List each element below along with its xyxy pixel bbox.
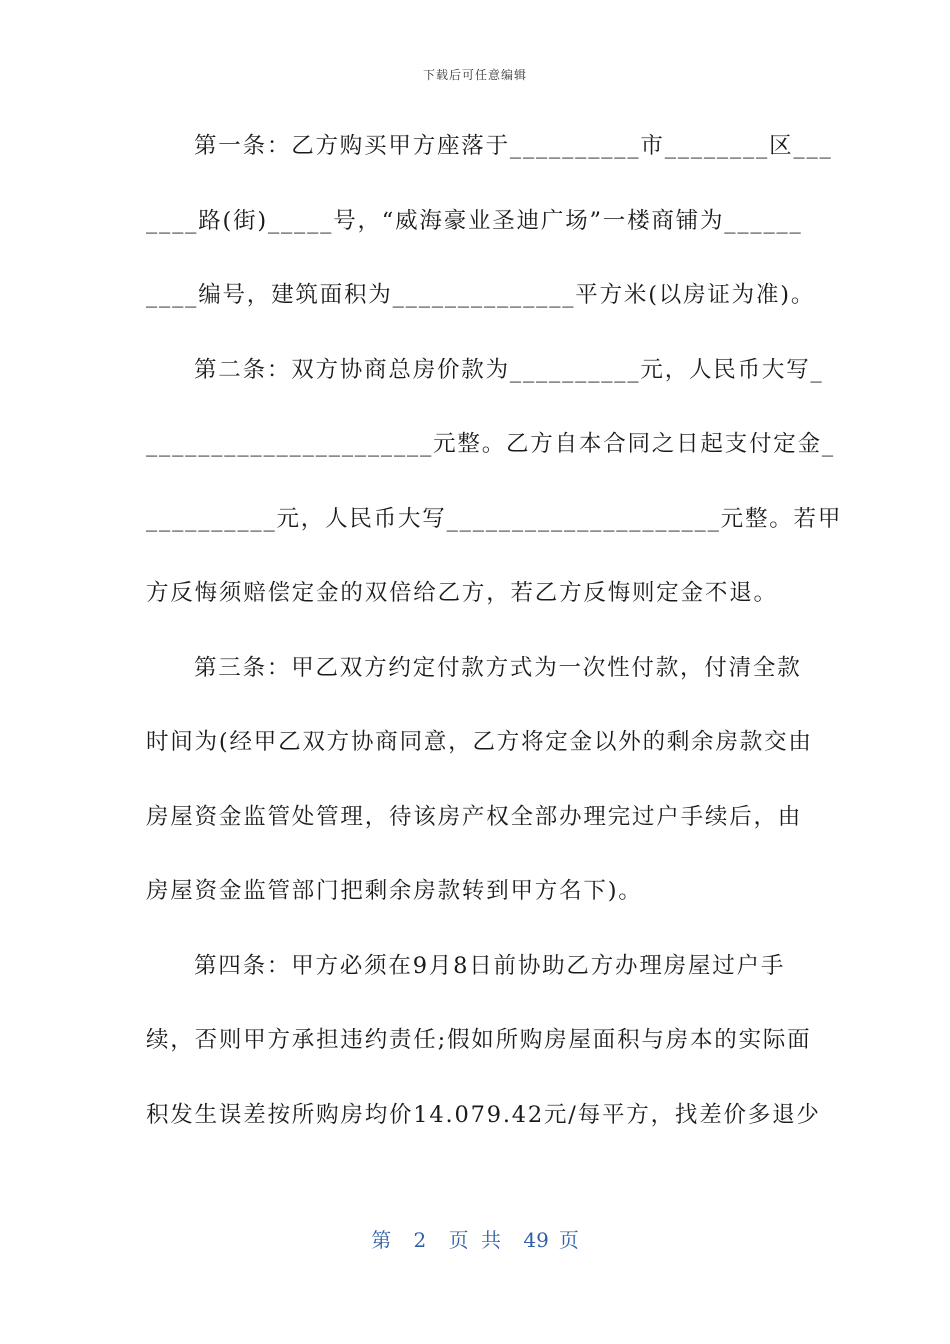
text-line-6: __________元，人民币大写_____________________元整。若甲 [146, 505, 843, 532]
document-body [146, 124, 843, 1167]
page-number: 2 [413, 1228, 427, 1252]
page-mid: 页 共 [448, 1228, 501, 1252]
text-line-11: 房屋资金监管部门把剩余房款转到甲方名下)。 [146, 878, 643, 904]
page-footer [0, 1224, 950, 1253]
text-line-8: 第三条：甲乙双方约定付款方式为一次性付款，付清全款 [194, 654, 802, 681]
text-line-3: ____编号，建筑面积为______________平方米(以房证为准)。 [146, 282, 816, 308]
text-line-4: 第二条：双方协商总房价款为__________元，人民币大写_ [194, 356, 824, 383]
text-line-5: ______________________元整。乙方自本合同之日起支付定金_ [146, 431, 835, 457]
page-suffix: 页 [558, 1228, 579, 1252]
text-line-10: 房屋资金监管处管理，待该房产权全部办理完过户手续后，由 [146, 803, 803, 830]
text-line-2: ____路(街)_____号，“威海豪业圣迪广场”一楼商铺为______ [146, 207, 803, 234]
text-line-7: 方反悔须赔偿定金的双倍给乙方，若乙方反悔则定金不退。 [146, 580, 778, 606]
text-line-12: 第四条：甲方必须在9月8日前协助乙方办理房屋过户手 [194, 952, 786, 979]
text-line-1: 第一条：乙方购买甲方座落于__________市________区___ [194, 133, 833, 159]
page-prefix: 第 [371, 1228, 392, 1252]
header-note: 下载后可任意编辑 [422, 68, 527, 82]
text-line-13: 续，否则甲方承担违约责任;假如所购房屋面积与房本的实际面 [146, 1027, 812, 1053]
text-line-14: 积发生误差按所购房均价14.079.42元/每平方，找差价多退少 [146, 1101, 821, 1128]
text-line-9: 时间为(经甲乙双方协商同意，乙方将定金以外的剩余房款交由 [146, 729, 813, 755]
page-total: 49 [523, 1228, 549, 1252]
